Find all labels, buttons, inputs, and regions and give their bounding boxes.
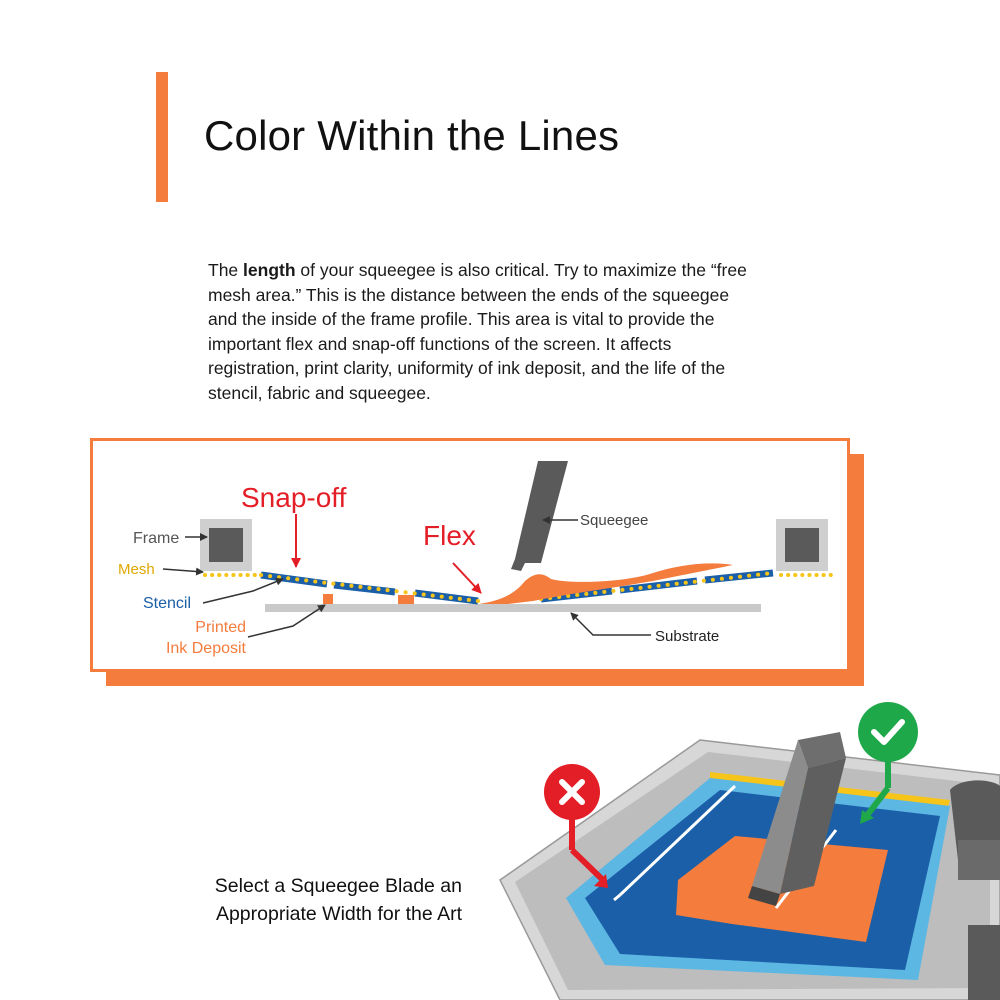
printed-ink-deposit-1 bbox=[323, 594, 333, 604]
body-emphasis: length bbox=[243, 260, 296, 280]
left-frame-profile bbox=[200, 519, 252, 571]
squeegee-shape bbox=[511, 461, 568, 571]
screen-printing-diagram bbox=[90, 438, 880, 698]
squeegee-label: Squeegee bbox=[580, 512, 649, 529]
squeegee-width-caption bbox=[150, 872, 462, 928]
ink-deposit-label: Ink Deposit bbox=[165, 640, 246, 657]
squeegee-width-illustration bbox=[480, 690, 1000, 1000]
caption-line-2: Appropriate Width for the Art bbox=[215, 903, 462, 925]
substrate-bar bbox=[265, 604, 761, 612]
mesh-label: Mesh bbox=[118, 561, 155, 578]
right-frame-profile bbox=[776, 519, 828, 571]
frame-label: Frame bbox=[133, 530, 180, 547]
title-accent-bar bbox=[156, 72, 168, 202]
printed-label: Printed bbox=[195, 619, 246, 636]
caption-line-1: Select a Squeegee Blade an bbox=[214, 875, 462, 897]
diagram-card bbox=[90, 438, 850, 672]
printed-ink-deposit-2 bbox=[398, 595, 414, 604]
flex-label: Flex bbox=[423, 520, 476, 551]
snap-off-label: Snap-off bbox=[241, 482, 347, 513]
stencil-label: Stencil bbox=[143, 595, 192, 612]
page-title: Color Within the Lines bbox=[204, 112, 620, 159]
diagram-svg bbox=[93, 441, 847, 669]
substrate-label: Substrate bbox=[655, 628, 720, 645]
body-paragraph: The length of your squeegee is also critical. Try to maximize the “free mesh area.” This is the distance between the ends of the squeegee and the inside of the frame profile. This area is vital to provide the important flex and snap-off functions of the screen. It affects registration, print clarity, uniformity of ink deposit, and the life of the stencil, fabric and squeegee. bbox=[208, 260, 747, 403]
